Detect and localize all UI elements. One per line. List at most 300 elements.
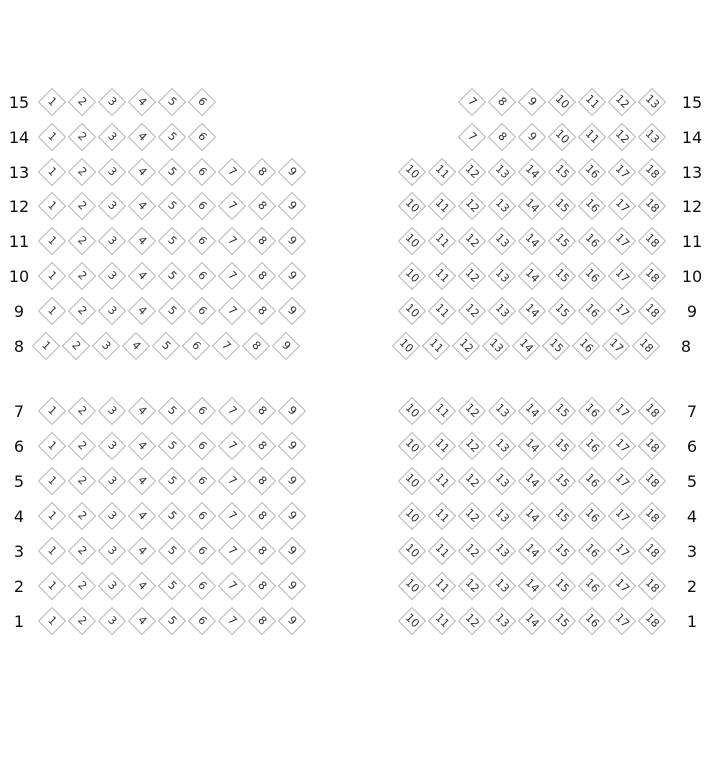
seat[interactable]	[188, 157, 216, 185]
seat[interactable]	[128, 397, 156, 425]
seat[interactable]	[488, 123, 516, 151]
seat-number: 17	[612, 576, 632, 596]
seat[interactable]	[188, 607, 216, 635]
seat[interactable]	[638, 502, 666, 530]
seat[interactable]	[458, 227, 486, 255]
seat[interactable]	[608, 157, 636, 185]
seat[interactable]	[548, 607, 576, 635]
seat[interactable]	[248, 297, 276, 325]
seat[interactable]	[128, 262, 156, 290]
seat[interactable]	[638, 397, 666, 425]
seat[interactable]	[158, 502, 186, 530]
seat[interactable]	[608, 297, 636, 325]
seat[interactable]	[572, 331, 600, 359]
seat[interactable]	[248, 467, 276, 495]
seat[interactable]	[128, 88, 156, 116]
seat[interactable]	[38, 192, 66, 220]
seat[interactable]	[578, 572, 606, 600]
seat-number: 18	[642, 161, 662, 181]
seat-number: 12	[462, 436, 482, 456]
seat[interactable]	[68, 572, 96, 600]
seat[interactable]	[248, 192, 276, 220]
seat-number: 13	[642, 92, 662, 112]
row-label: 8	[13, 336, 25, 356]
seat[interactable]	[638, 88, 666, 116]
seat-number: 15	[552, 266, 572, 286]
seat[interactable]	[578, 467, 606, 495]
seat[interactable]	[398, 297, 426, 325]
seat[interactable]	[548, 502, 576, 530]
seat[interactable]	[38, 607, 66, 635]
seat[interactable]	[128, 297, 156, 325]
seat[interactable]	[188, 432, 216, 460]
seat-number: 6	[189, 338, 204, 353]
seat[interactable]	[578, 537, 606, 565]
seat-number: 17	[612, 231, 632, 251]
seat[interactable]	[398, 432, 426, 460]
seat[interactable]	[212, 331, 240, 359]
seat[interactable]	[548, 157, 576, 185]
seat[interactable]	[158, 157, 186, 185]
seat[interactable]	[188, 467, 216, 495]
seat[interactable]	[38, 123, 66, 151]
seat[interactable]	[278, 537, 306, 565]
seat[interactable]	[98, 297, 126, 325]
seat[interactable]	[608, 467, 636, 495]
seat[interactable]	[488, 262, 516, 290]
seat[interactable]	[428, 192, 456, 220]
seat[interactable]	[68, 262, 96, 290]
seat[interactable]	[548, 227, 576, 255]
seat[interactable]	[578, 297, 606, 325]
seat[interactable]	[38, 432, 66, 460]
seat-number: 5	[165, 613, 180, 628]
seat-number: 3	[105, 403, 120, 418]
seat[interactable]	[128, 467, 156, 495]
seat[interactable]	[98, 157, 126, 185]
seat[interactable]	[638, 607, 666, 635]
seat[interactable]	[68, 537, 96, 565]
seat[interactable]	[578, 88, 606, 116]
seat[interactable]	[218, 537, 246, 565]
seat[interactable]	[68, 607, 96, 635]
seat[interactable]	[428, 607, 456, 635]
seat[interactable]	[218, 297, 246, 325]
seat[interactable]	[278, 467, 306, 495]
seat-number: 5	[165, 508, 180, 523]
seat[interactable]	[518, 432, 546, 460]
seat[interactable]	[68, 157, 96, 185]
seat[interactable]	[122, 331, 150, 359]
seat[interactable]	[158, 227, 186, 255]
seat[interactable]	[608, 227, 636, 255]
seat[interactable]	[278, 607, 306, 635]
seat[interactable]	[548, 572, 576, 600]
seat[interactable]	[638, 123, 666, 151]
seat[interactable]	[638, 192, 666, 220]
seat[interactable]	[218, 227, 246, 255]
seat[interactable]	[458, 502, 486, 530]
seat[interactable]	[548, 123, 576, 151]
seat[interactable]	[638, 432, 666, 460]
seat[interactable]	[578, 397, 606, 425]
seat[interactable]	[38, 227, 66, 255]
seat[interactable]	[278, 572, 306, 600]
seat[interactable]	[68, 502, 96, 530]
seat[interactable]	[638, 297, 666, 325]
seat[interactable]	[458, 537, 486, 565]
seat[interactable]	[458, 432, 486, 460]
seat[interactable]	[398, 537, 426, 565]
seat[interactable]	[68, 88, 96, 116]
seat[interactable]	[458, 297, 486, 325]
seat[interactable]	[98, 607, 126, 635]
seat[interactable]	[548, 88, 576, 116]
seat[interactable]	[38, 157, 66, 185]
seat[interactable]	[188, 502, 216, 530]
seat[interactable]	[518, 607, 546, 635]
seat[interactable]	[422, 331, 450, 359]
seat[interactable]	[248, 227, 276, 255]
seat[interactable]	[218, 502, 246, 530]
seat-number: 14	[516, 335, 536, 355]
seat[interactable]	[188, 227, 216, 255]
seat-number: 5	[165, 164, 180, 179]
seat[interactable]	[38, 397, 66, 425]
seat[interactable]	[68, 192, 96, 220]
seat[interactable]	[518, 297, 546, 325]
seat[interactable]	[278, 262, 306, 290]
seat[interactable]	[428, 262, 456, 290]
seat[interactable]	[38, 88, 66, 116]
seat[interactable]	[428, 432, 456, 460]
seat[interactable]	[488, 467, 516, 495]
seat[interactable]	[458, 467, 486, 495]
seat[interactable]	[158, 432, 186, 460]
seat[interactable]	[398, 227, 426, 255]
seat[interactable]	[578, 192, 606, 220]
seat[interactable]	[278, 397, 306, 425]
seat[interactable]	[458, 123, 486, 151]
seat[interactable]	[68, 432, 96, 460]
seat[interactable]	[428, 297, 456, 325]
seat-number: 8	[255, 473, 270, 488]
seat[interactable]	[398, 192, 426, 220]
seat[interactable]	[488, 607, 516, 635]
seat[interactable]	[182, 331, 210, 359]
seat[interactable]	[218, 397, 246, 425]
seat[interactable]	[632, 331, 660, 359]
seat[interactable]	[428, 572, 456, 600]
seat[interactable]	[578, 123, 606, 151]
seat[interactable]	[608, 397, 636, 425]
seat-number: 6	[195, 268, 210, 283]
seat[interactable]	[128, 227, 156, 255]
seat[interactable]	[458, 572, 486, 600]
seat[interactable]	[638, 157, 666, 185]
seat[interactable]	[488, 157, 516, 185]
seat[interactable]	[278, 227, 306, 255]
seat-number: 17	[612, 401, 632, 421]
seat[interactable]	[128, 607, 156, 635]
seat[interactable]	[608, 502, 636, 530]
seat[interactable]	[98, 123, 126, 151]
seat[interactable]	[158, 88, 186, 116]
seat[interactable]	[608, 572, 636, 600]
seat[interactable]	[98, 467, 126, 495]
seat[interactable]	[278, 297, 306, 325]
seat[interactable]	[578, 262, 606, 290]
seat-number: 13	[486, 335, 506, 355]
seat[interactable]	[608, 432, 636, 460]
seat[interactable]	[398, 572, 426, 600]
seat[interactable]	[248, 537, 276, 565]
seat[interactable]	[38, 537, 66, 565]
seat[interactable]	[488, 192, 516, 220]
seat[interactable]	[188, 192, 216, 220]
seat-number: 10	[402, 401, 422, 421]
seat[interactable]	[158, 572, 186, 600]
seat[interactable]	[38, 467, 66, 495]
seat[interactable]	[38, 572, 66, 600]
seat[interactable]	[548, 537, 576, 565]
seat[interactable]	[98, 192, 126, 220]
seat[interactable]	[548, 432, 576, 460]
seat[interactable]	[128, 502, 156, 530]
seat[interactable]	[578, 157, 606, 185]
seat[interactable]	[278, 502, 306, 530]
seat[interactable]	[518, 537, 546, 565]
seat-number: 4	[135, 129, 150, 144]
seat[interactable]	[608, 123, 636, 151]
seat[interactable]	[128, 537, 156, 565]
seat[interactable]	[92, 331, 120, 359]
seat[interactable]	[188, 123, 216, 151]
seat[interactable]	[578, 502, 606, 530]
seat[interactable]	[188, 88, 216, 116]
seat[interactable]	[98, 432, 126, 460]
seat[interactable]	[158, 262, 186, 290]
seat-number: 12	[462, 401, 482, 421]
seat[interactable]	[458, 88, 486, 116]
seat-number: 18	[642, 471, 662, 491]
seat[interactable]	[218, 192, 246, 220]
seat[interactable]	[518, 262, 546, 290]
seat[interactable]	[398, 467, 426, 495]
seat[interactable]	[398, 262, 426, 290]
seat[interactable]	[398, 157, 426, 185]
seat[interactable]	[428, 467, 456, 495]
seat-number: 15	[552, 576, 572, 596]
seat[interactable]	[458, 262, 486, 290]
seat[interactable]	[608, 607, 636, 635]
seat-number: 2	[75, 473, 90, 488]
seat-number: 4	[135, 198, 150, 214]
seat[interactable]	[218, 157, 246, 185]
row-label: 3	[13, 542, 25, 561]
seat-number: 12	[612, 92, 632, 112]
seat[interactable]	[638, 572, 666, 600]
seat[interactable]	[98, 537, 126, 565]
seat[interactable]	[518, 192, 546, 220]
seat[interactable]	[428, 397, 456, 425]
seat[interactable]	[278, 192, 306, 220]
seat[interactable]	[428, 227, 456, 255]
seat[interactable]	[248, 397, 276, 425]
seat[interactable]	[158, 537, 186, 565]
seat[interactable]	[428, 537, 456, 565]
seat[interactable]	[188, 572, 216, 600]
seat[interactable]	[578, 432, 606, 460]
seat[interactable]	[488, 88, 516, 116]
seat-number: 3	[99, 338, 114, 353]
seat[interactable]	[98, 88, 126, 116]
seat[interactable]	[542, 331, 570, 359]
seat[interactable]	[392, 331, 420, 359]
seat[interactable]	[158, 607, 186, 635]
seat[interactable]	[248, 502, 276, 530]
seat[interactable]	[248, 572, 276, 600]
seat[interactable]	[128, 572, 156, 600]
seat[interactable]	[638, 467, 666, 495]
seat[interactable]	[452, 331, 480, 359]
seat[interactable]	[518, 502, 546, 530]
seat[interactable]	[428, 502, 456, 530]
seat[interactable]	[62, 331, 90, 359]
seat[interactable]	[398, 502, 426, 530]
seat[interactable]	[98, 397, 126, 425]
seat[interactable]	[518, 572, 546, 600]
seat[interactable]	[488, 502, 516, 530]
seat[interactable]	[128, 123, 156, 151]
seat[interactable]	[68, 227, 96, 255]
seat[interactable]	[38, 297, 66, 325]
seat[interactable]	[218, 432, 246, 460]
seat[interactable]	[158, 397, 186, 425]
seat[interactable]	[152, 331, 180, 359]
seat[interactable]	[278, 432, 306, 460]
seat[interactable]	[512, 331, 540, 359]
seat[interactable]	[458, 192, 486, 220]
seat[interactable]	[98, 227, 126, 255]
seat[interactable]	[638, 227, 666, 255]
seat[interactable]	[482, 331, 510, 359]
seat[interactable]	[98, 502, 126, 530]
seat[interactable]	[608, 88, 636, 116]
seat[interactable]	[68, 297, 96, 325]
seat-number: 9	[285, 438, 300, 453]
seat[interactable]	[188, 262, 216, 290]
seat[interactable]	[548, 397, 576, 425]
seat[interactable]	[98, 572, 126, 600]
seat[interactable]	[68, 397, 96, 425]
seat[interactable]	[488, 537, 516, 565]
seat[interactable]	[158, 192, 186, 220]
seat-number: 14	[522, 471, 542, 491]
seat[interactable]	[278, 157, 306, 185]
seat[interactable]	[458, 397, 486, 425]
seat[interactable]	[188, 297, 216, 325]
seat[interactable]	[638, 537, 666, 565]
seat[interactable]	[518, 88, 546, 116]
seat-number: 3	[105, 233, 120, 248]
seat[interactable]	[602, 331, 630, 359]
seat-number: 15	[552, 541, 572, 561]
seat[interactable]	[272, 331, 300, 359]
seat[interactable]	[548, 262, 576, 290]
seat-number: 7	[465, 129, 480, 144]
seat-number: 2	[75, 164, 90, 179]
seat[interactable]	[218, 467, 246, 495]
seat[interactable]	[638, 262, 666, 290]
seat[interactable]	[548, 192, 576, 220]
seat-number: 13	[492, 266, 512, 286]
seat[interactable]	[518, 227, 546, 255]
seat[interactable]	[158, 123, 186, 151]
seat[interactable]	[428, 157, 456, 185]
seat[interactable]	[488, 227, 516, 255]
seat[interactable]	[218, 262, 246, 290]
seat[interactable]	[518, 157, 546, 185]
seat[interactable]	[488, 397, 516, 425]
seat[interactable]	[218, 572, 246, 600]
seat-number: 7	[225, 233, 240, 248]
seat[interactable]	[128, 192, 156, 220]
seat[interactable]	[248, 262, 276, 290]
seat[interactable]	[608, 262, 636, 290]
seat[interactable]	[518, 397, 546, 425]
seat[interactable]	[188, 537, 216, 565]
seat[interactable]	[488, 297, 516, 325]
seat[interactable]	[398, 607, 426, 635]
seat[interactable]	[128, 157, 156, 185]
seat[interactable]	[158, 467, 186, 495]
seat-number: 4	[135, 578, 150, 593]
seat[interactable]	[248, 607, 276, 635]
seat[interactable]	[218, 607, 246, 635]
seat[interactable]	[488, 572, 516, 600]
seat[interactable]	[68, 467, 96, 495]
seat[interactable]	[458, 607, 486, 635]
seat[interactable]	[578, 227, 606, 255]
seat[interactable]	[608, 192, 636, 220]
seat[interactable]	[242, 331, 270, 359]
seat[interactable]	[578, 607, 606, 635]
seat[interactable]	[608, 537, 636, 565]
seat[interactable]	[188, 397, 216, 425]
seat[interactable]	[128, 432, 156, 460]
seat[interactable]	[98, 262, 126, 290]
seat[interactable]	[518, 123, 546, 151]
seat-number: 8	[249, 338, 264, 353]
seat[interactable]	[38, 262, 66, 290]
seat[interactable]	[548, 297, 576, 325]
seat[interactable]	[32, 331, 60, 359]
seat[interactable]	[518, 467, 546, 495]
seat[interactable]	[488, 432, 516, 460]
seat[interactable]	[248, 432, 276, 460]
seat[interactable]	[38, 502, 66, 530]
seat[interactable]	[458, 157, 486, 185]
seat[interactable]	[398, 397, 426, 425]
seat-number: 14	[522, 231, 542, 251]
seat[interactable]	[158, 297, 186, 325]
seat[interactable]	[248, 157, 276, 185]
seat-number: 7	[225, 403, 240, 418]
seat[interactable]	[548, 467, 576, 495]
seat-number: 11	[582, 126, 602, 146]
seat[interactable]	[68, 123, 96, 151]
